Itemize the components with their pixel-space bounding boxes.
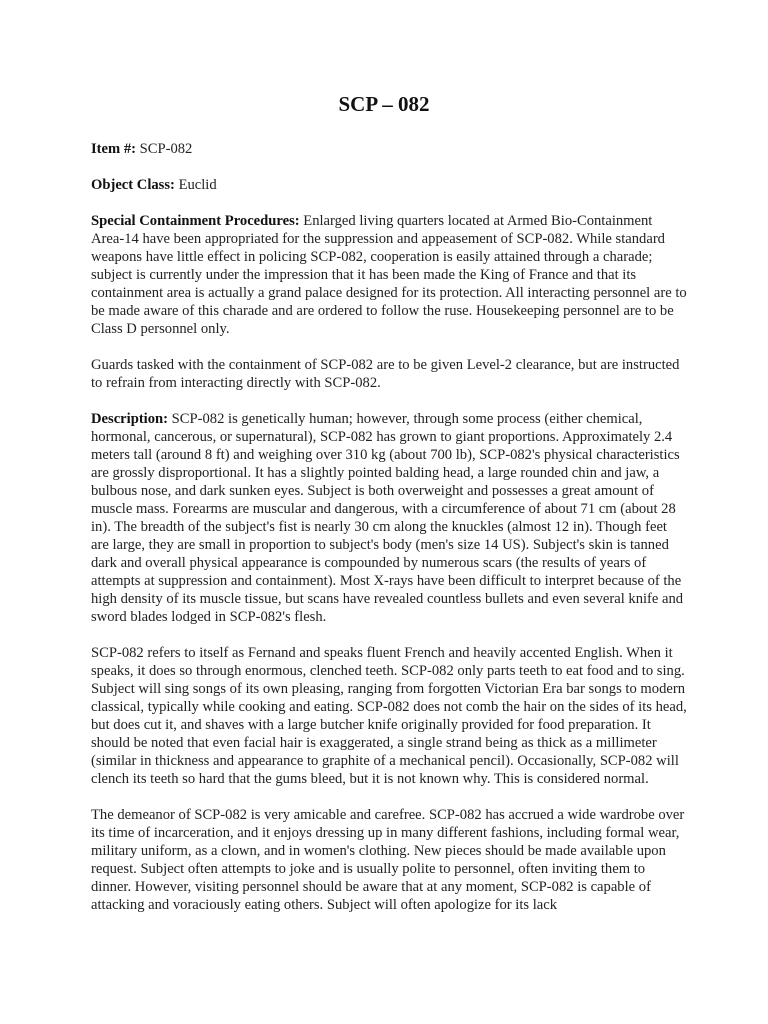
object-class-value: Euclid bbox=[178, 177, 217, 193]
guards-paragraph: Guards tasked with the containment of SCP-082 are to be given Level-2 clearance, but are instructed to refrain from interacting directly with SCP-082. bbox=[91, 357, 680, 391]
description-text: SCP-082 is genetically human; however, through some process (either chemical, hormonal, cancerous, or supernatural), SCP-082 has grown to giant proportions. Approximately 2.4 meters tall (around 8 ft) and weighing over 310 kg (about 700 lb), SCP-082's physical characteristics are grossly disproportional. It has a slightly pointed balding head, a large rounded chin and jaw, a bulbous nose, and dark sunken eyes. Subject is both overweight and possesses a great amount of muscle mass. Forearms are muscular and dangerous, with a circumference of about 71 cm (about 28 in). The breadth of the subject's fist is nearly 30 cm along the knuckles (almost 12 in). Though feet are large, they are small in proportion to subject's body (men's size 14 US). Subject's skin is tanned dark and overall physical appearance is compounded by numerous scars (the results of years of attempts at suppression and containment). Most X-rays have been difficult to interpret because of the high density of its muscle tissue, but scans have revealed countless bullets and even several knife and sword blades lodged in SCP-082's flesh. bbox=[91, 411, 684, 625]
containment-procedures-text: Enlarged living quarters located at Armed Bio-Containment Area-14 have been appropriated for the suppression and appeasement of SCP-082. While standard weapons have little effect in policing SCP-082, cooperation is easily attained through a charade; subject is currently under the impression that it has been made the King of France and that its containment area is actually a grand palace designed for its protection. All interacting personnel are to be made aware of this charade and are ordered to follow the ruse. Housekeeping personnel are to be Class D personnel only. bbox=[91, 213, 687, 337]
page-title: SCP – 082 bbox=[338, 92, 430, 116]
description-paragraph bbox=[91, 410, 687, 626]
containment-procedures-paragraph bbox=[91, 212, 687, 338]
object-class-label: Object Class: bbox=[91, 177, 175, 193]
document-body bbox=[91, 140, 687, 932]
fernand-paragraph: SCP-082 refers to itself as Fernand and speaks fluent French and heavily accented English. When it speaks, it does so through enormous, clenched teeth. SCP-082 only parts teeth to eat food and to sing. Subject will sing songs of its own pleasing, ranging from forgotten Victorian Era bar songs to modern classical, typically while cooking and eating. SCP-082 does not comb the hair on the sides of its head, but does cut it, and shaves with a large butcher knife originally provided for food preparation. It should be noted that even facial hair is exaggerated, a single strand being as thick as a millimeter (similar in thickness and appearance to graphite of a mechanical pencil). Occasionally, SCP-082 will clench its teeth so hard that the gums bleed, but it is not known why. This is considered normal. bbox=[91, 645, 687, 787]
object-class-line bbox=[91, 176, 687, 194]
item-number-value: SCP-082 bbox=[139, 141, 193, 157]
containment-procedures-label: Special Containment Procedures: bbox=[91, 213, 300, 229]
demeanor-paragraph: The demeanor of SCP-082 is very amicable and carefree. SCP-082 has accrued a wide wardrobe over its time of incarceration, and it enjoys dressing up in many different fashions, including formal wear, military uniform, as a clown, and in women's clothing. New pieces should be made available upon request. Subject often attempts to joke and is usually polite to personnel, often inviting them to dinner. However, visiting personnel should be aware that at any moment, SCP-082 is capable of attacking and voraciously eating others. Subject will often apologize for its lack bbox=[91, 807, 685, 913]
description-label: Description: bbox=[91, 411, 169, 427]
item-number-line bbox=[91, 140, 687, 158]
item-number-label: Item #: bbox=[91, 141, 136, 157]
